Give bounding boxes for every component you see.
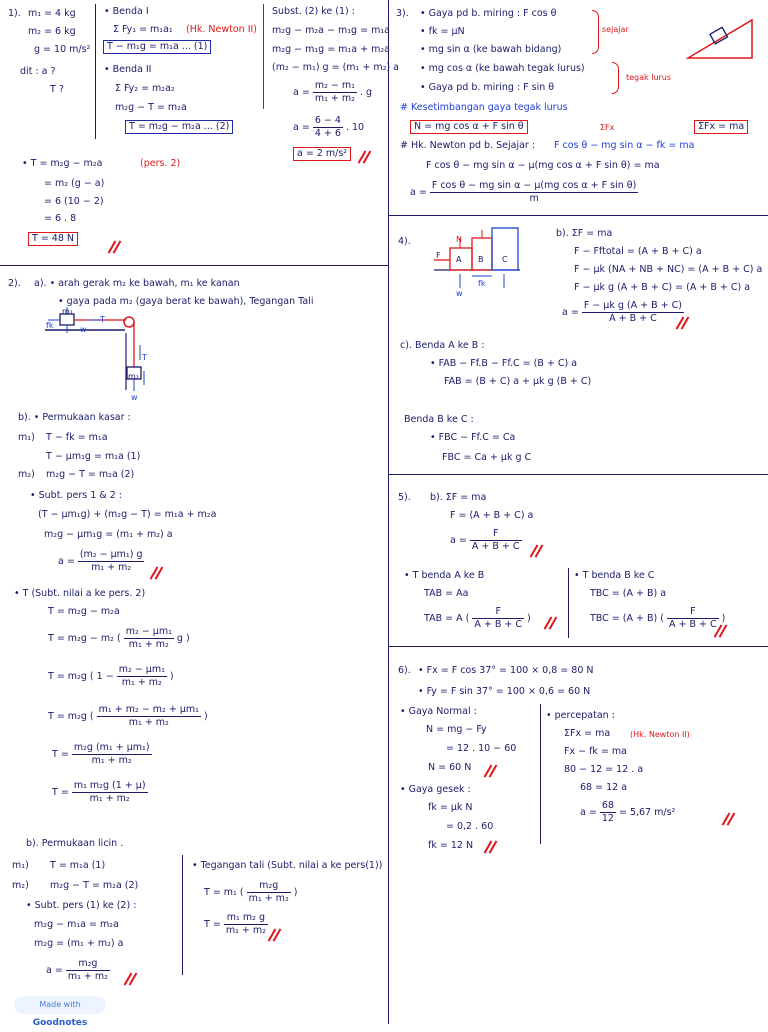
- p2-ten-l2: [204, 912, 268, 937]
- p2-s3: [58, 549, 144, 574]
- p4-b-title: b). ΣF = ma: [556, 228, 613, 239]
- p4-fk-label: fk: [478, 279, 486, 288]
- p4-f-label: F: [436, 251, 441, 260]
- p2-number: 2).: [8, 278, 21, 289]
- p2-s3-num: (m₂ − μm₁) g: [79, 549, 143, 560]
- p2-ts5-fraction: [72, 742, 152, 767]
- p3-sejajar-tag: sejajar: [602, 25, 629, 34]
- p6-n3-check-mark: [484, 764, 498, 778]
- p2-ts6-lhs: T =: [52, 787, 69, 798]
- p2-ts4-num: m₁ + m₂ − m₂ + μm₁: [98, 704, 199, 715]
- p1-a-lhs2: a =: [293, 122, 310, 133]
- p4-block-a: A: [456, 255, 462, 264]
- p2-s3-den: m₁ + m₂: [91, 562, 132, 573]
- p2-ten-l1-den: m₁ + m₂: [248, 893, 289, 904]
- p2-ts4-lhs: T = m₂g: [48, 711, 87, 722]
- p1-t-check-mark: [108, 240, 122, 254]
- p2-ts5-num: m₂g (m₁ + μm₁): [73, 742, 150, 753]
- p2-ts6-num: m₁ m₂g (1 + μ): [73, 780, 146, 791]
- p5-tab2-fraction: [472, 606, 524, 631]
- p6-acc5-den: 12: [601, 813, 614, 824]
- p5-tbc2-fraction: [667, 606, 719, 631]
- p5-tbc2-den: A + B + C: [668, 619, 717, 630]
- p5-b2-lhs: a =: [450, 535, 467, 546]
- p3-l2: • fk = μN: [420, 26, 465, 37]
- p5-b2-num: F: [470, 528, 522, 541]
- p3-sumfx-tag: ΣFx: [600, 123, 615, 132]
- p2-diagram-w-label: w: [80, 325, 87, 334]
- p2-b-title: b). • Permukaan kasar :: [18, 412, 131, 423]
- p1-dit2: T ?: [50, 84, 64, 95]
- p2-ten-l2-den: m₁ + m₂: [225, 925, 266, 936]
- p4-block-b: B: [478, 255, 484, 264]
- p3-a-formula: [410, 180, 638, 205]
- p2-ten-check-mark: [268, 928, 282, 942]
- p2-diagram-m2-label: m₂: [128, 372, 139, 381]
- p4-w-label: w: [456, 289, 463, 298]
- p2-m2-label: m₂): [18, 469, 35, 480]
- p6-acc5-fraction: [600, 800, 616, 825]
- p2-c-divider: [182, 855, 183, 975]
- p5-tab1: TAB = Aa: [424, 588, 469, 599]
- p2-ten-l2-lhs: T =: [204, 919, 221, 930]
- p2-ts3-fraction: [117, 664, 167, 689]
- p2-ts2-num: m₂ − μm₁: [125, 626, 172, 637]
- p2-a-sub: • gaya pada m₂ (gaya berat ke bawah), Tegangan Tali: [58, 296, 314, 307]
- p1-t1-tag: (pers. 2): [140, 158, 181, 169]
- p5-tbc2-lhs: TBC = (A + B): [590, 613, 658, 624]
- p3-number: 3).: [396, 8, 409, 19]
- p1-newton-tag: (Hk. Newton II): [186, 24, 257, 35]
- p6-acc1-tag: (Hk. Newton II): [630, 730, 690, 739]
- p4-bc1: • FBC − Ff.C = Ca: [430, 432, 516, 443]
- p2-c-subt: • Subt. pers (1) ke (2) :: [26, 900, 137, 911]
- p2-c-s3: [46, 958, 110, 983]
- p6-acc-title: • percepatan :: [546, 710, 615, 721]
- p3-kes-title: # Kesetimbangan gaya tegak lurus: [400, 102, 568, 113]
- goodnotes-logo-text: Goodnotes: [32, 1018, 88, 1028]
- p2-diagram-fk-label: fk: [46, 321, 54, 330]
- p3-hk-title: # Hk. Newton pd b. Sejajar :: [400, 140, 536, 151]
- p3-a-lhs: a =: [410, 187, 427, 198]
- p6-acc5: [580, 800, 675, 825]
- p5-tab-title: • T benda A ke B: [404, 570, 485, 581]
- p6-fy: • Fy = F sin 37° = 100 × 0,6 = 60 N: [418, 686, 591, 697]
- p2-c-s3-den: m₁ + m₂: [67, 971, 108, 982]
- p2-ts5-lhs: T =: [52, 749, 69, 760]
- p2-c-m2-label: m₂): [12, 880, 29, 891]
- made-with-label: Made with: [39, 1000, 81, 1009]
- p3-sejajar-brace: [592, 10, 599, 54]
- p1-t1: • T = m₂g − m₂a: [22, 158, 103, 169]
- p1-a-den2: 4 + 6: [314, 128, 341, 139]
- p2-c-s3-check-mark: [124, 972, 138, 986]
- p3-tegak-tag: tegak lurus: [626, 73, 672, 82]
- p2-m1-eq2: T − μm₁g = m₁a (1): [46, 451, 141, 462]
- p1-a-formula: [293, 80, 372, 105]
- p2-ts4: T = m₂g ( $\frac{\text{m₁ + m₂ − m₂ + μm₁}}{\text{m₁ + m₂}}$ ): [48, 704, 208, 728]
- p1-benda1-title: • Benda I: [104, 6, 149, 17]
- p4-c2: FAB = (B + C) a + μk g (B + C): [444, 376, 592, 387]
- p1-subst-l1: m₂g − m₂a − m₁g = m₁a: [272, 25, 390, 36]
- p4-c1: • FAB − Ff.B − Ff.C = (B + C) a: [430, 358, 578, 369]
- p4-b4-fraction: [582, 300, 684, 325]
- p5-b2: [450, 528, 522, 553]
- p2-a-title: a). • arah gerak m₂ ke bawah, m₁ ke kanan: [34, 278, 240, 289]
- p3-n-box: N = mg cos α + F sin θ: [410, 120, 528, 134]
- p3-sumfx-box: ΣFx = ma: [694, 120, 748, 134]
- p2-s3-fraction: [78, 549, 145, 574]
- p2-ts6: [52, 780, 148, 805]
- p1-number: 1).: [8, 8, 21, 19]
- p6-acc5-lhs: a =: [580, 807, 597, 818]
- p2-c-s3-lhs: a =: [46, 965, 63, 976]
- p2-ts2-lhs: T = m₂g − m₂: [48, 633, 114, 644]
- p4-bc2: FBC = Ca + μk g C: [442, 452, 532, 463]
- p2-c-s2: m₂g = (m₁ + m₂) a: [34, 938, 124, 949]
- made-with-badge[interactable]: [14, 996, 106, 1028]
- p4-b4: [562, 300, 684, 325]
- p6-acc3: 80 − 12 = 12 . a: [564, 764, 644, 775]
- p1-eq1-box: T − m₁g = m₁a ... (1): [103, 40, 211, 54]
- p3-tegak-brace: [612, 62, 619, 94]
- p5-separator: [389, 646, 768, 647]
- p5-b2-den: A + B + C: [471, 541, 520, 552]
- p2-ts3-num: m₂ − μm₁: [118, 664, 165, 675]
- p1-given-1: m₂ = 6 kg: [28, 26, 76, 37]
- p2-ten-l1-lhs: T = m₁: [204, 887, 237, 898]
- p4-b2: F − μk (NA + NB + NC) = (A + B + C) a: [574, 264, 763, 275]
- p6-divider: [540, 704, 541, 844]
- p1-benda2-eq: Σ Fy₂ = m₂a₂: [115, 83, 175, 94]
- p5-tbc1: TBC = (A + B) a: [590, 588, 667, 599]
- p6-acc5-num: 68: [601, 800, 614, 811]
- p2-diagram-t2-label: T: [142, 353, 147, 362]
- p1-t3: = 6 (10 − 2): [44, 196, 104, 207]
- p4-b4-check-mark: [676, 316, 690, 330]
- p6-g1: fk = μk N: [428, 802, 473, 813]
- p1-a-g2: . 10: [345, 122, 365, 133]
- p1-given-2: g = 10 m/s²: [34, 44, 91, 55]
- p4-b1: F − Fftotal = (A + B + C) a: [574, 246, 702, 257]
- p1-subst-divider: [263, 4, 264, 109]
- p2-ts4-den: m₁ + m₂: [128, 717, 169, 728]
- p5-tbc2-check-mark: [714, 624, 728, 638]
- p3-a-den: m: [529, 193, 539, 204]
- p5-tbc2: TBC = (A + B) ( $\frac{F}{A + B + C}$ ): [590, 606, 726, 630]
- p2-ten-l1-num: m₂g: [247, 880, 291, 893]
- p4-blocks-diagram: [432, 224, 522, 296]
- p1-benda1-eq: Σ Fy₁ = m₁a₁: [113, 24, 173, 35]
- p2-ten-l2-num: m₁ m₂ g: [224, 912, 268, 925]
- p4-b3: F − μk g (A + B + C) = (A + B + C) a: [574, 282, 751, 293]
- p5-b1: F = (A + B + C) a: [450, 510, 534, 521]
- p2-m1-eq1: T − fk = m₁a: [46, 432, 108, 443]
- p4-b4-den: A + B + C: [609, 313, 657, 324]
- p6-normal-title: • Gaya Normal :: [400, 706, 477, 717]
- p4-block-c: C: [502, 255, 508, 264]
- p2-c-title: b). Permukaan licin .: [26, 838, 124, 849]
- p3-l3: • mg sin α (ke bawah bidang): [420, 44, 562, 55]
- p2-c-s3-fraction: [66, 958, 110, 983]
- p6-acc2: Fx − fk = ma: [564, 746, 628, 757]
- p6-n2: = 12 . 10 − 60: [446, 743, 517, 754]
- p2-diagram-w2-label: w: [131, 393, 138, 402]
- p2-ts5-den: m₁ + m₂: [91, 755, 132, 766]
- p4-bc-title: Benda B ke C :: [404, 414, 474, 425]
- p4-b4-lhs: a =: [562, 307, 579, 318]
- p2-c-m1-eq: T = m₁a (1): [50, 860, 106, 871]
- p2-s3-lhs: a =: [58, 556, 75, 567]
- p3-l1: • Gaya pd b. miring : F cos θ: [420, 8, 557, 19]
- p1-a-formula2: [293, 115, 364, 140]
- p1-a-result: a = 2 m/s²: [293, 147, 351, 161]
- p1-subst-title: Subst. (2) ke (1) :: [272, 6, 355, 17]
- p2-ts3-in: 1 −: [96, 671, 114, 682]
- p1-dit: dit : a ?: [20, 66, 56, 77]
- p1-benda2-eq2: m₂g − T = m₂a: [115, 102, 187, 113]
- p5-b2-fraction: [470, 528, 522, 553]
- p5-tab2: TAB = A ( $\frac{F}{A + B + C}$ ): [424, 606, 531, 630]
- p1-a-g: . g: [360, 87, 373, 98]
- p3-separator: [389, 215, 768, 216]
- p2-ten-l1-fraction: [247, 880, 291, 905]
- p4-n-label: N: [456, 235, 462, 244]
- p4-c-title: c). Benda A ke B :: [400, 340, 485, 351]
- p2-ts3-lhs: T = m₂g: [48, 671, 87, 682]
- p2-c-m1-label: m₁): [12, 860, 29, 871]
- p2-s2: m₂g − μm₁g = (m₁ + m₂) a: [44, 529, 173, 540]
- p2-ts3: T = m₂g ( 1 − $\frac{\text{m₂ − μm₁}}{\text{m₁ + m₂}}$ ): [48, 664, 174, 688]
- p1-t2: = m₂ (g − a): [44, 178, 105, 189]
- p2-m2-eq: m₂g − T = m₂a (2): [46, 469, 135, 480]
- p5-number: 5).: [398, 492, 411, 503]
- p2-c-s1: m₂g − m₁a = m₂a: [34, 919, 119, 930]
- p1-a-den: m₁ + m₂: [314, 93, 355, 104]
- p3-l5: • Gaya pd b. miring : F sin θ: [420, 82, 555, 93]
- p5-b-title: b). ΣF = ma: [430, 492, 487, 503]
- p2-ten-l1: T = m₁ ( $\frac{\text{m₂g}}{\text{m₁ + m₂}}$ ): [204, 880, 298, 904]
- p1-given-divider: [95, 4, 96, 139]
- p2-tsub-title: • T (Subt. nilai a ke pers. 2): [14, 588, 146, 599]
- p2-ten-title: • Tegangan tali (Subt. nilai a ke pers(1)): [192, 860, 383, 871]
- p5-tab2-check-mark: [544, 616, 558, 630]
- p3-a-fraction: [430, 180, 638, 205]
- p6-acc4: 68 = 12 a: [580, 782, 628, 793]
- p2-diagram-t-label: T: [100, 315, 105, 324]
- p2-ten-l2-fraction: [224, 912, 268, 937]
- p2-ts5: [52, 742, 152, 767]
- p1-eq2-box: T = m₂g − m₂a ... (2): [125, 120, 233, 134]
- p1-subst-l2: m₂g − m₁g = m₁a + m₂a: [272, 44, 390, 55]
- p2-ts2-den: m₁ + m₂: [128, 639, 169, 650]
- p2-ts1: T = m₂g − m₂a: [48, 606, 120, 617]
- p2-ts6-den: m₁ + m₂: [89, 793, 130, 804]
- p6-gesek-title: • Gaya gesek :: [400, 784, 471, 795]
- p5-tbc2-num: F: [667, 606, 719, 619]
- p2-c-m2-eq: m₂g − T = m₂a (2): [50, 880, 139, 891]
- p3-hk-eq: F cos θ − mg sin α − fk = ma: [554, 140, 695, 151]
- p1-t4: = 6 . 8: [44, 213, 77, 224]
- p6-fx: • Fx = F cos 37° = 100 × 0,8 = 80 N: [418, 665, 594, 676]
- p2-ts2-fraction: [124, 626, 174, 651]
- p6-acc1: ΣFx = ma: [564, 728, 611, 739]
- p5-tab2-lhs: TAB = A: [424, 613, 463, 624]
- p5-tab2-num: F: [472, 606, 524, 619]
- p1-a-fraction2: [313, 115, 343, 140]
- p3-incline-diagram: [686, 16, 756, 62]
- p6-g2: = 0,2 . 60: [446, 821, 494, 832]
- p5-divider: [568, 568, 569, 638]
- p4-b4-num: F − μk g (A + B + C): [583, 300, 682, 311]
- p6-n3: N = 60 N: [428, 762, 472, 773]
- p1-a-lhs: a =: [293, 87, 310, 98]
- p6-g3: fk = 12 N: [428, 840, 474, 851]
- p6-n1: N = mg − Fy: [426, 724, 487, 735]
- p2-ts2: T = m₂g − m₂ ( $\frac{\text{m₂ − μm₁}}{\text{m₁ + m₂}}$ g ): [48, 626, 190, 650]
- p5-tbc-title: • T benda B ke C: [574, 570, 655, 581]
- p1-benda2-title: • Benda II: [104, 64, 152, 75]
- p4-separator: [389, 474, 768, 475]
- p2-subt-title: • Subt. pers 1 & 2 :: [30, 490, 122, 501]
- p1-p2-separator: [0, 265, 388, 266]
- p6-acc5-check-mark: [722, 812, 736, 826]
- p2-ts3-den: m₁ + m₂: [121, 677, 162, 688]
- p1-subst-l3: (m₂ − m₁) g = (m₁ + m₂) a: [272, 62, 399, 73]
- p1-a-check-mark: [358, 150, 372, 164]
- p1-t-result: T = 48 N: [28, 232, 78, 246]
- p3-hk-l2: F cos θ − mg sin α − μ(mg cos α + F sin θ) = ma: [426, 160, 660, 171]
- p2-diagram-m1-label: m₁: [62, 307, 73, 316]
- center-divider: [388, 0, 389, 1024]
- p6-acc5-rhs: = 5,67 m/s²: [618, 807, 676, 818]
- p1-a-num2: 6 − 4: [314, 115, 341, 126]
- p5-tab2-den: A + B + C: [474, 619, 522, 630]
- p2-m1-label: m₁): [18, 432, 35, 443]
- p2-ts4-fraction: [97, 704, 201, 729]
- p6-g3-check-mark: [484, 840, 498, 854]
- p2-s3-check-mark: [150, 566, 164, 580]
- p2-ts2-g: g: [176, 633, 183, 644]
- p6-number: 6).: [398, 665, 411, 676]
- p4-number: 4).: [398, 236, 411, 247]
- p2-s1: (T − μm₁g) + (m₂g − T) = m₁a + m₂a: [38, 509, 217, 520]
- p3-l4: • mg cos α (ke bawah tegak lurus): [420, 63, 585, 74]
- p5-b2-check-mark: [530, 544, 544, 558]
- p2-ts6-fraction: [72, 780, 148, 805]
- p1-a-fraction: [313, 80, 357, 105]
- p1-a-num: m₂ − m₁: [314, 80, 355, 91]
- p2-c-s3-num: m₂g: [66, 958, 110, 971]
- p1-given-0: m₁ = 4 kg: [28, 8, 76, 19]
- p3-a-num: F cos θ − mg sin α − μ(mg cos α + F sin θ): [431, 180, 637, 191]
